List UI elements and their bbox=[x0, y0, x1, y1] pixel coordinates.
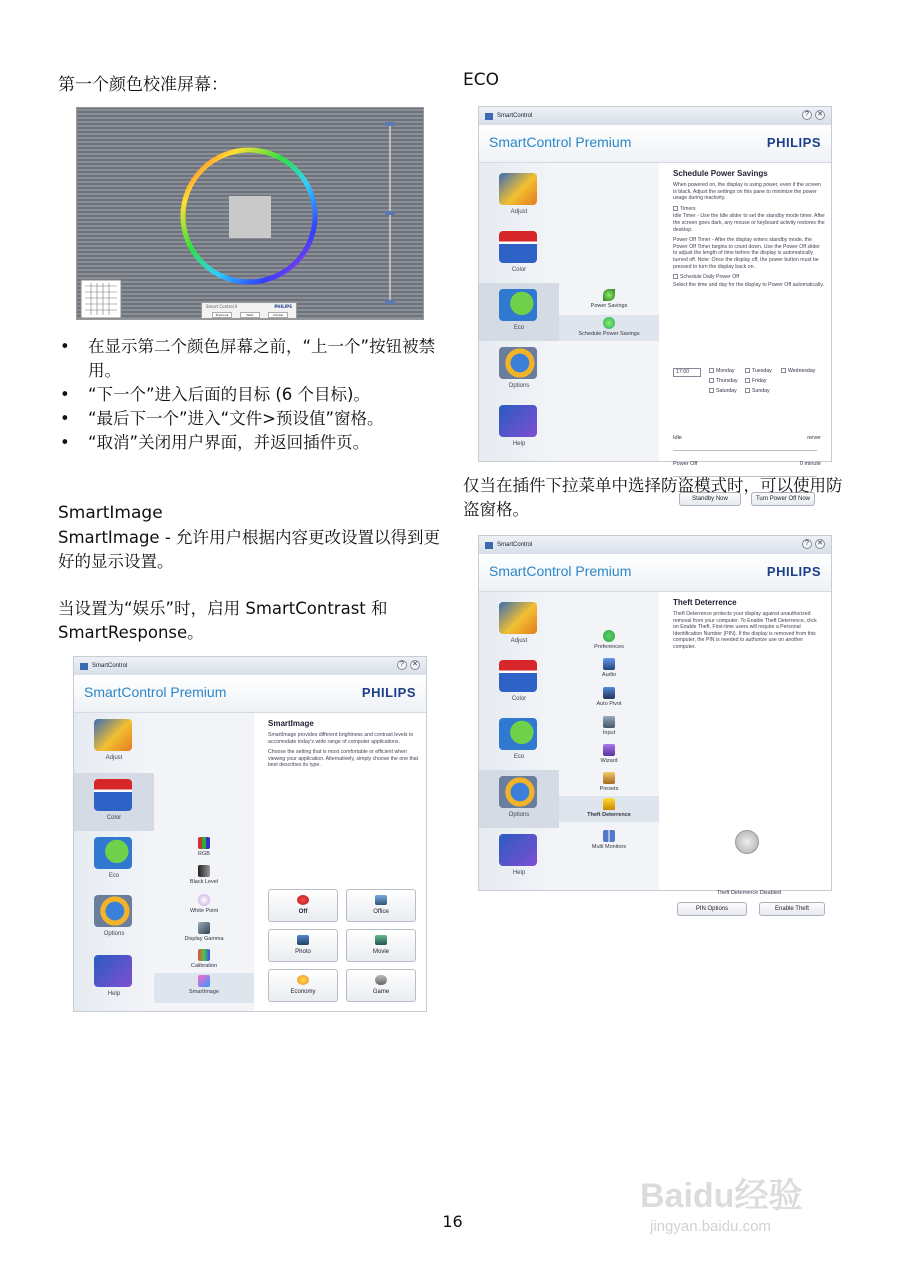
schedule-label: Schedule Daily Power Off bbox=[680, 274, 740, 281]
day-thursday[interactable]: Thursday bbox=[709, 378, 738, 384]
pivot-icon bbox=[603, 687, 615, 699]
color-icon bbox=[94, 779, 132, 811]
eco-heading: ECO bbox=[463, 70, 499, 90]
app-title: SmartControl bbox=[497, 113, 533, 119]
eco-icon bbox=[499, 718, 537, 750]
adjust-icon bbox=[499, 173, 537, 205]
sub-nav bbox=[559, 592, 659, 890]
pane-instructions: Choose the setting that is most comfortable or efficient when viewing your application. Alternatively, simply choose the one that best describes its type. bbox=[268, 749, 419, 769]
help-icon[interactable]: ? bbox=[802, 110, 812, 120]
app-icon bbox=[485, 113, 493, 120]
eco-icon bbox=[499, 289, 537, 321]
help-nav-icon bbox=[499, 834, 537, 866]
content-pane bbox=[262, 713, 426, 1011]
nav-eco[interactable]: Eco bbox=[479, 283, 559, 341]
idle-slider[interactable] bbox=[673, 445, 817, 451]
sub-item-preferences[interactable]: Preferences bbox=[559, 630, 659, 650]
nav-eco[interactable]: Eco bbox=[74, 831, 154, 889]
calibration-icon bbox=[198, 949, 210, 961]
sub-item-smartimage[interactable]: SmartImage bbox=[154, 973, 254, 1003]
color-icon bbox=[499, 231, 537, 263]
theft-note: 仅当在插件下拉菜单中选择防盗模式时，可以使用防盗窗格。 bbox=[463, 476, 843, 519]
nav-help[interactable]: Help bbox=[74, 949, 154, 1007]
power-off-label: Power Off bbox=[673, 461, 698, 467]
app-icon bbox=[80, 663, 88, 670]
smartimage-heading: SmartImage bbox=[58, 503, 163, 523]
idle-value: never bbox=[807, 435, 821, 441]
pane-description: SmartImage provides different brightness and contrast levels to accomodate today's wide range of computer applications. bbox=[268, 732, 414, 745]
sub-nav bbox=[154, 713, 254, 1011]
nav-options[interactable]: Options bbox=[74, 889, 154, 947]
schedule-checkbox[interactable] bbox=[673, 274, 678, 279]
preset-office-button[interactable]: Office bbox=[346, 889, 416, 922]
app-icon bbox=[485, 542, 493, 549]
photo-icon bbox=[297, 935, 309, 945]
content-pane bbox=[667, 592, 831, 912]
movie-icon bbox=[375, 935, 387, 945]
product-name: SmartControl Premium bbox=[489, 134, 632, 150]
nav-help[interactable]: Help bbox=[479, 828, 559, 886]
office-icon bbox=[375, 895, 387, 905]
pane-title: SmartImage bbox=[268, 719, 314, 728]
theft-status: Theft Deterrence Disabled bbox=[716, 890, 782, 896]
pane-title: Theft Deterrence bbox=[673, 598, 737, 607]
list-item: • “最后下一个”进入“文件>预设值”窗格。 bbox=[58, 407, 443, 431]
product-name: SmartControl Premium bbox=[84, 684, 227, 700]
options-icon bbox=[94, 895, 132, 927]
power-off-value: 0 minute bbox=[799, 461, 821, 467]
turn-power-off-button[interactable]: Turn Power Off Now bbox=[751, 492, 815, 506]
list-item: • “下一个”进入后面的目标 (6 个目标)。 bbox=[58, 383, 443, 407]
sub-item-input[interactable]: Input bbox=[559, 716, 659, 736]
close-icon[interactable]: ✕ bbox=[410, 660, 420, 670]
sub-item-calibration[interactable]: Calibration bbox=[154, 949, 254, 969]
sub-item-schedule-power-savings[interactable]: Schedule Power Savings bbox=[559, 315, 659, 341]
day-wednesday[interactable]: Wednesday bbox=[781, 368, 815, 374]
adjust-icon bbox=[499, 602, 537, 634]
preset-movie-button[interactable]: Movie bbox=[346, 929, 416, 962]
enable-theft-button[interactable]: Enable Theft bbox=[759, 902, 825, 916]
wizard-icon bbox=[603, 744, 615, 756]
calibration-screenshot bbox=[76, 107, 424, 320]
day-friday[interactable]: Friday bbox=[745, 378, 766, 384]
preset-economy-button[interactable]: Economy bbox=[268, 969, 338, 1002]
previous-button[interactable]: Previous bbox=[212, 312, 232, 318]
dialog-title: Smart Control II bbox=[206, 304, 238, 309]
nav-color[interactable]: Color bbox=[74, 773, 154, 831]
display-gamma-icon bbox=[198, 922, 210, 934]
calibration-notes bbox=[58, 335, 443, 455]
help-icon[interactable]: ? bbox=[802, 539, 812, 549]
speaker-icon bbox=[603, 658, 615, 670]
schedule-leaf-icon bbox=[603, 317, 615, 329]
window-header bbox=[479, 554, 831, 592]
title-bar bbox=[74, 657, 426, 675]
sub-item-theft-deterrence[interactable]: Theft Deterrence bbox=[559, 796, 659, 822]
nav-options[interactable]: Options bbox=[479, 341, 559, 399]
black-level-icon bbox=[198, 865, 210, 877]
nav-eco[interactable]: Eco bbox=[479, 712, 559, 770]
day-saturday[interactable]: Saturday bbox=[709, 388, 737, 394]
smartimage-description: SmartImage - 允许用户根据内容更改设置以得到更好的显示设置。 bbox=[58, 528, 441, 571]
timers-label: Timers bbox=[680, 205, 696, 212]
dialog-brand: PHILIPS bbox=[274, 304, 292, 309]
preset-game-button[interactable]: Game bbox=[346, 969, 416, 1002]
timers-checkbox[interactable] bbox=[673, 206, 678, 211]
close-icon[interactable]: ✕ bbox=[815, 110, 825, 120]
next-button[interactable]: Next bbox=[240, 312, 260, 318]
brand-logo: PHILIPS bbox=[361, 685, 416, 700]
adjust-icon bbox=[94, 719, 132, 751]
nav-adjust[interactable]: Adjust bbox=[479, 596, 559, 654]
window-header bbox=[479, 125, 831, 163]
pane-description: Theft Deterrence protects your display against unauthorized removal from your computer. To Enable Theft Deterrence, click on Enable Theft. First-time users will require a Personal Identification Number (PIN). If the display is removed from this computer, the PIN is needed to authorize use on another computer. bbox=[673, 611, 817, 650]
presets-icon bbox=[603, 772, 615, 784]
brand-logo: PHILIPS bbox=[766, 564, 821, 579]
nav-adjust[interactable]: Adjust bbox=[479, 167, 559, 225]
rgb-icon bbox=[198, 837, 210, 849]
cancel-button[interactable]: Cancel bbox=[268, 312, 288, 318]
entertainment-note: 当设置为“娱乐”时，启用 SmartContrast 和 SmartResponse。 bbox=[58, 599, 388, 642]
close-icon[interactable]: ✕ bbox=[815, 539, 825, 549]
sub-item-white-point[interactable]: White Point bbox=[154, 894, 254, 914]
sub-item-power-savings[interactable]: Power Savings bbox=[559, 289, 659, 309]
day-tuesday[interactable]: Tuesday bbox=[745, 368, 772, 374]
list-item: • “取消”关闭用户界面，并返回插件页。 bbox=[58, 431, 443, 455]
standby-now-button[interactable]: Standby Now bbox=[679, 492, 741, 506]
sub-item-wizard[interactable]: Wizard bbox=[559, 744, 659, 764]
preset-photo-button[interactable]: Photo bbox=[268, 929, 338, 962]
day-monday[interactable]: Monday bbox=[709, 368, 734, 374]
sub-nav bbox=[559, 163, 659, 461]
title-bar bbox=[479, 536, 831, 554]
sun-icon bbox=[297, 975, 309, 985]
nav-help[interactable]: Help bbox=[479, 399, 559, 457]
lock-status-icon bbox=[735, 830, 759, 854]
nav-color[interactable]: Color bbox=[479, 225, 559, 283]
options-icon bbox=[499, 347, 537, 379]
smartimage-icon bbox=[198, 975, 210, 987]
gamepad-icon bbox=[375, 975, 387, 985]
schedule-description: Select the time and day for the display to Power Off automatically. bbox=[673, 281, 824, 288]
sub-item-black-level[interactable]: Black Level bbox=[154, 865, 254, 885]
theft-window bbox=[478, 535, 832, 912]
preset-off-button[interactable]: Off bbox=[268, 889, 338, 922]
app-title: SmartControl bbox=[497, 542, 533, 548]
time-select[interactable]: 17:00 bbox=[673, 368, 701, 377]
color-wheel-graphic bbox=[77, 108, 425, 321]
smartimage-window bbox=[73, 656, 427, 1012]
calibration-heading: 第一个颜色校准屏幕： bbox=[58, 75, 228, 95]
day-sunday[interactable]: Sunday bbox=[745, 388, 770, 394]
multi-monitor-icon bbox=[603, 830, 615, 842]
sub-item-auto-pivot[interactable]: Auto Pivot bbox=[559, 687, 659, 707]
help-icon[interactable]: ? bbox=[397, 660, 407, 670]
main-nav bbox=[479, 592, 559, 890]
help-nav-icon bbox=[94, 955, 132, 987]
main-nav bbox=[479, 163, 559, 461]
leaf-icon bbox=[603, 289, 615, 301]
lock-icon bbox=[603, 798, 615, 810]
pane-title: Schedule Power Savings bbox=[673, 169, 768, 178]
eco-icon bbox=[94, 837, 132, 869]
product-name: SmartControl Premium bbox=[489, 563, 632, 579]
options-icon bbox=[499, 776, 537, 808]
window-header bbox=[74, 675, 426, 713]
app-title: SmartControl bbox=[92, 663, 128, 669]
sub-item-display-gamma[interactable]: Display Gamma bbox=[154, 922, 254, 942]
main-nav bbox=[74, 713, 154, 1011]
power-off-timer-text: Power Off Timer - After the display enters standby mode, the Power Off Timer begins to count down. Use the Power Off slider to adjust the length of time before the display is automatically turned off. Note: Once the display off, the power button must be pressed to turn the display back on. bbox=[673, 237, 820, 270]
help-nav-icon bbox=[499, 405, 537, 437]
nav-adjust[interactable]: Adjust bbox=[74, 713, 154, 771]
nav-options[interactable]: Options bbox=[479, 770, 559, 828]
pin-options-button[interactable]: PIN Options bbox=[677, 902, 747, 916]
title-bar bbox=[479, 107, 831, 125]
preferences-icon bbox=[603, 630, 615, 642]
sub-item-audio[interactable]: Audio bbox=[559, 658, 659, 678]
page-number: 16 bbox=[442, 1212, 463, 1231]
content-pane bbox=[667, 163, 831, 502]
idle-timer-text: Idle Timer - Use the Idle slider to set the standby mode timer. After the screen goes dark, any mouse or keyboard activity restores the desktop. bbox=[673, 213, 825, 233]
brand-logo: PHILIPS bbox=[766, 135, 821, 150]
calibration-dialog bbox=[201, 302, 297, 319]
sub-item-presets[interactable]: Presets bbox=[559, 772, 659, 792]
sub-item-multi-monitors[interactable]: Multi Monitors bbox=[559, 830, 659, 850]
list-item: • 在显示第二个颜色屏幕之前，“上一个”按钮被禁用。 bbox=[58, 335, 443, 383]
white-point-icon bbox=[198, 894, 210, 906]
input-icon bbox=[603, 716, 615, 728]
power-icon bbox=[297, 895, 309, 905]
watermark-url: jingyan.baidu.com bbox=[650, 1218, 771, 1235]
nav-color[interactable]: Color bbox=[479, 654, 559, 712]
watermark-logo: Baidu经验 bbox=[640, 1177, 803, 1215]
color-icon bbox=[499, 660, 537, 692]
pane-description: When powered on, the display is using power, even if the screen is black. Adjust the settings on this pane to minimize the power usage during inactivity. bbox=[673, 182, 821, 202]
idle-label: Idle bbox=[673, 435, 682, 441]
sub-item-rgb[interactable]: RGB bbox=[154, 837, 254, 857]
